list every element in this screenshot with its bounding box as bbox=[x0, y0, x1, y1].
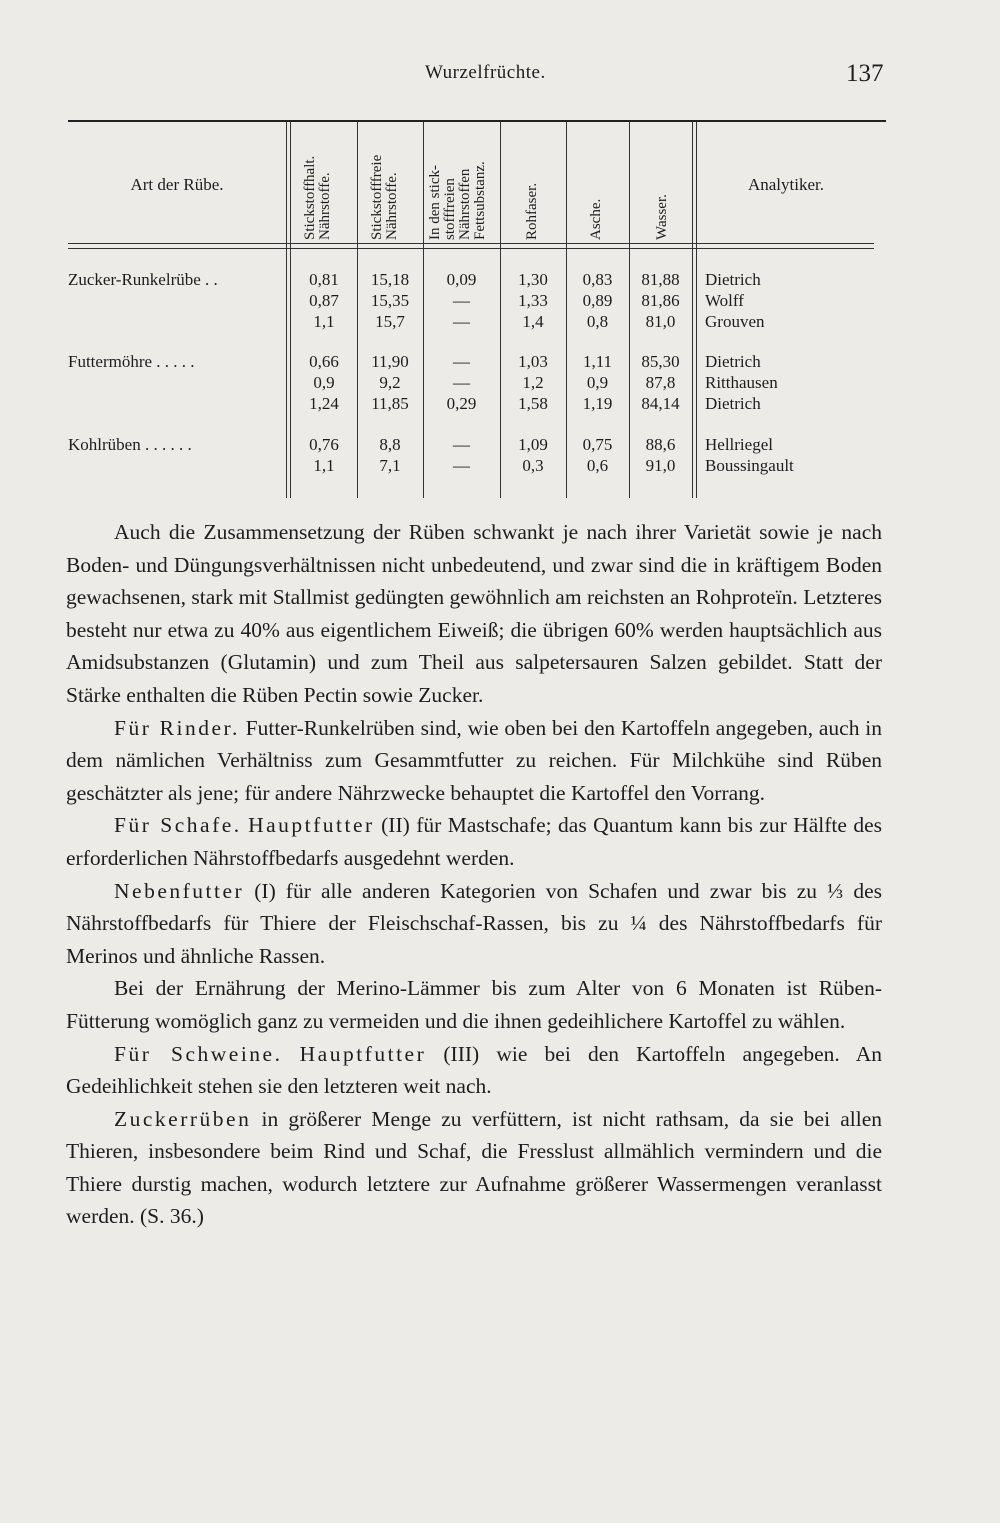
table-cell: 1,4 bbox=[522, 312, 544, 331]
header-rule-2 bbox=[68, 248, 874, 249]
table-cell: 88,6 bbox=[645, 435, 676, 454]
table-cell: — bbox=[453, 352, 470, 371]
paragraph-text: (II) für Mastschafe; das Quantum kann bis zur Hälfte des erforderlichen Nährstoffbedarfs ausgedehnt werden. bbox=[66, 813, 882, 870]
table-cell: 0,89 bbox=[582, 291, 613, 310]
table-cell: 11,85 bbox=[371, 394, 409, 413]
table-cell: 85,30 bbox=[641, 352, 680, 371]
table-cell: 87,8 bbox=[645, 373, 676, 392]
table-top-rule bbox=[68, 120, 886, 122]
table-cell-analyst: Boussingault bbox=[705, 456, 794, 475]
table-cell: — bbox=[453, 435, 470, 454]
table-cell: 1,03 bbox=[518, 352, 548, 371]
table-cell-analyst: Hellriegel bbox=[705, 435, 773, 454]
table-cell: — bbox=[453, 373, 470, 392]
paragraph: Auch die Zusammensetzung der Rüben schwankt je nach ihrer Varietät sowie je nach Boden- und Düngungsverhältnissen nicht unbedeutend, und zwar sind die in kräftigem Boden gewachsenen, stark mit Stallmist gedüngten gewöhnlich am reichsten an Rohproteïn. Letzteres besteht nur etwa zu 40% aus eigentlichem Eiweiß; die übrigen 60% werden hauptsächlich aus Amidsubstanzen (Glutamin) und zum Theil aus salpetersauren Salzen gebildet. Statt der Stärke enthalten die Rüben Pectin sowie Zucker. bbox=[66, 520, 882, 707]
table-cell: 84,14 bbox=[641, 394, 680, 413]
paragraph-text: (III) wie bei den Kartoffeln angegeben. An Gedeihlichkeit stehen sie den letzteren weit nach. bbox=[66, 1041, 883, 1099]
table-cell-analyst: Grouven bbox=[705, 312, 765, 331]
paragraph-heading: Für Rinder. bbox=[114, 715, 240, 740]
table-cell-analyst: Ritthausen bbox=[705, 373, 778, 392]
paragraph-heading: Für Schafe. bbox=[114, 813, 242, 838]
table-cell: 81,86 bbox=[641, 291, 680, 310]
table-cell: 0,75 bbox=[582, 435, 613, 454]
paragraph-text: in größerer Menge zu verfüttern, ist nicht rathsam, da sie bei allen Thieren, insbesondere beim Rind und Schaf, die Fresslust allmählich vermindern und die Thiere durstig machen, wodurch letztere zur Aufnahme größerer Wassermengen veranlasst werden. (S. 36.) bbox=[66, 1106, 882, 1229]
table-cell-analyst: Dietrich bbox=[705, 352, 761, 371]
header-stickstofffrei: Stickstofffreie Nährstoffe. bbox=[369, 154, 400, 240]
group-name: Futtermöhre . . . . . bbox=[68, 352, 195, 371]
paragraph bbox=[66, 809, 882, 874]
header-rule-1 bbox=[68, 243, 874, 244]
column-divider bbox=[290, 122, 291, 498]
header-fettsubstanz: In den stick- stofffreien Nährstoffen Fettsubstanz. bbox=[427, 161, 488, 240]
table-cell: 1,09 bbox=[518, 435, 548, 454]
header-stickstoffhaltig: Stickstoffhalt. Nährstoffe. bbox=[302, 155, 333, 240]
paragraph bbox=[66, 1103, 882, 1233]
table-cell: 0,76 bbox=[309, 435, 339, 454]
table-cell: 0,66 bbox=[309, 352, 339, 371]
paragraph bbox=[66, 1038, 882, 1103]
table-cell: 81,0 bbox=[645, 312, 676, 331]
column-divider bbox=[696, 122, 697, 498]
table-cell: 0,29 bbox=[446, 394, 477, 413]
table-cell: 1,11 bbox=[582, 352, 613, 371]
header-asche: Asche. bbox=[588, 198, 604, 240]
table-cell: — bbox=[453, 291, 470, 310]
paragraph-heading: Zuckerrüben bbox=[114, 1106, 252, 1131]
table-cell: 1,33 bbox=[518, 291, 548, 310]
table-cell: 11,90 bbox=[371, 352, 409, 371]
table-cell: 1,30 bbox=[518, 270, 548, 289]
table-cell: 81,88 bbox=[641, 270, 680, 289]
paragraph-heading: Nebenfutter bbox=[114, 878, 245, 903]
group-name: Kohlrüben . . . . . . bbox=[68, 435, 192, 454]
table-cell: 15,35 bbox=[370, 291, 410, 310]
table-cell-analyst: Dietrich bbox=[705, 270, 761, 289]
running-title: Wurzelfrüchte. bbox=[425, 62, 546, 83]
page-number: 137 bbox=[846, 60, 884, 87]
header-wasser: Wasser. bbox=[654, 194, 670, 240]
table-cell-analyst: Dietrich bbox=[705, 394, 761, 413]
table-cell: 1,2 bbox=[522, 373, 544, 392]
table-cell: 0,9 bbox=[313, 373, 335, 392]
paragraph-text: (I) für alle anderen Kategorien von Schafen und zwar bis zu ⅓ des Nährstoffbedarfs für Thiere der Fleischschaf-Rassen, bis zu ¼ des Nährstoffbedarfs für Merinos und ähnliche Rassen. bbox=[66, 878, 882, 968]
running-header bbox=[0, 58, 1000, 98]
table-cell: — bbox=[453, 456, 470, 475]
header-analytiker: Analytiker. bbox=[747, 175, 824, 194]
paragraph bbox=[66, 712, 882, 810]
header-rubenart: Art der Rübe. bbox=[130, 175, 224, 194]
table-cell: 0,8 bbox=[586, 312, 609, 331]
paragraph-heading: Hauptfutter bbox=[299, 1041, 427, 1066]
table-cell: 8,8 bbox=[379, 435, 401, 454]
group-name: Zucker-Runkelrübe . . bbox=[68, 270, 218, 289]
table-cell-analyst: Wolff bbox=[705, 291, 744, 310]
table-cell: 15,18 bbox=[370, 270, 410, 289]
table-cell: 0,83 bbox=[582, 270, 613, 289]
table-cell: 1,24 bbox=[309, 394, 339, 413]
body-text bbox=[66, 516, 882, 1233]
table-cell: 1,1 bbox=[313, 312, 335, 331]
paragraph-text: Futter-Runkelrüben sind, wie oben bei den Kartoffeln angegeben, auch in dem nämlichen Verhältniss zum Gesammtfutter zu reichen. Für Milchkühe sind Rüben geschätzter als jene; für andere Nährzwecke behauptet die Kartoffel den Vorrang. bbox=[66, 715, 882, 805]
table-cell: 0,09 bbox=[446, 270, 477, 289]
header-rohfaser: Rohfaser. bbox=[524, 182, 540, 240]
table-cell: 15,7 bbox=[375, 312, 405, 331]
column-divider bbox=[692, 122, 693, 498]
table-cell: 1,19 bbox=[582, 394, 613, 413]
table-cell: 0,9 bbox=[586, 373, 609, 392]
paragraph bbox=[66, 875, 882, 973]
table-cell: 91,0 bbox=[645, 456, 676, 475]
table-cell: — bbox=[453, 312, 470, 331]
column-divider bbox=[286, 122, 287, 498]
paragraph: Bei der Ernährung der Merino-Lämmer bis zum Alter von 6 Monaten ist Rüben-Fütterung womöglich ganz zu vermeiden und die ihnen gedeihlichere Kartoffel zu wählen. bbox=[66, 976, 882, 1033]
table-cell: 0,81 bbox=[309, 270, 339, 289]
table-cell: 0,87 bbox=[309, 291, 339, 310]
table-cell: 7,1 bbox=[379, 456, 401, 475]
table-cell: 0,6 bbox=[586, 456, 609, 475]
paragraph-heading: Hauptfutter bbox=[248, 813, 375, 838]
table-cell: 1,1 bbox=[313, 456, 335, 475]
table-cell: 1,58 bbox=[518, 394, 548, 413]
table-cell: 0,3 bbox=[522, 456, 544, 475]
table-cell: 9,2 bbox=[379, 373, 401, 392]
paragraph-heading: Für Schweine. bbox=[114, 1041, 283, 1066]
